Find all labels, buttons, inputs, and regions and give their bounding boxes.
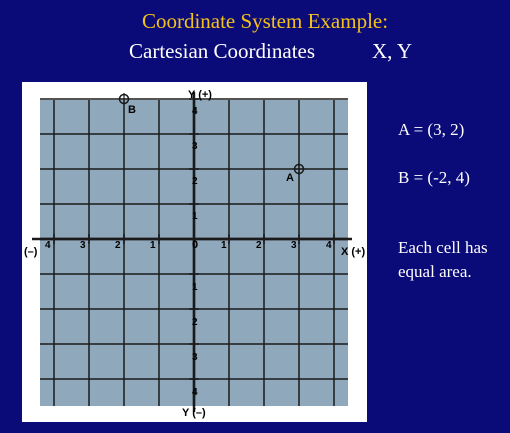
x-tick-label-pos-3: 3 <box>291 240 297 251</box>
y-tick-label-neg-4: 4 <box>192 387 198 398</box>
x-tick-label-pos-1: 1 <box>221 240 227 251</box>
slide-title: Coordinate System Example: <box>141 9 389 33</box>
slide-subtitle-axes: X, Y <box>372 39 413 63</box>
x-tick-label-pos-4: 4 <box>326 240 332 251</box>
coordinate-grid-svg <box>22 82 367 422</box>
y-tick-label-neg-1: 1 <box>192 282 198 293</box>
x-axis-positive-label: X (+) <box>341 246 366 258</box>
x-tick-label-neg-1: 1 <box>150 240 156 251</box>
point-a-equation: A = (3, 2) <box>398 120 465 139</box>
y-tick-label-neg-2: 2 <box>192 317 198 328</box>
y-tick-label-pos-1: 1 <box>192 211 198 222</box>
x-tick-label-neg-3: 3 <box>80 240 86 251</box>
point-b-equation: B = (-2, 4) <box>398 168 470 187</box>
y-axis-positive-label: Y (+) <box>188 89 212 101</box>
x-tick-label-neg-4: 4 <box>45 240 51 251</box>
y-tick-label-pos-4: 4 <box>192 106 198 117</box>
coordinate-grid-figure <box>22 82 367 422</box>
equal-area-note: Each cell has equal area. <box>398 238 488 281</box>
y-axis-negative-label: Y (–) <box>182 407 206 419</box>
x-tick-label-neg-2: 2 <box>115 240 121 251</box>
point-a-label: A <box>286 172 294 184</box>
slide-subtitle-system: Cartesian Coordinates <box>129 39 316 63</box>
y-tick-label-neg-3: 3 <box>192 352 198 363</box>
x-tick-label-pos-2: 2 <box>256 240 262 251</box>
x-axis-negative-label: (–) <box>24 246 38 258</box>
origin-label: 0 <box>192 239 199 251</box>
y-tick-label-pos-2: 2 <box>192 176 198 187</box>
y-tick-label-pos-3: 3 <box>192 141 198 152</box>
point-b-label: B <box>128 104 136 116</box>
